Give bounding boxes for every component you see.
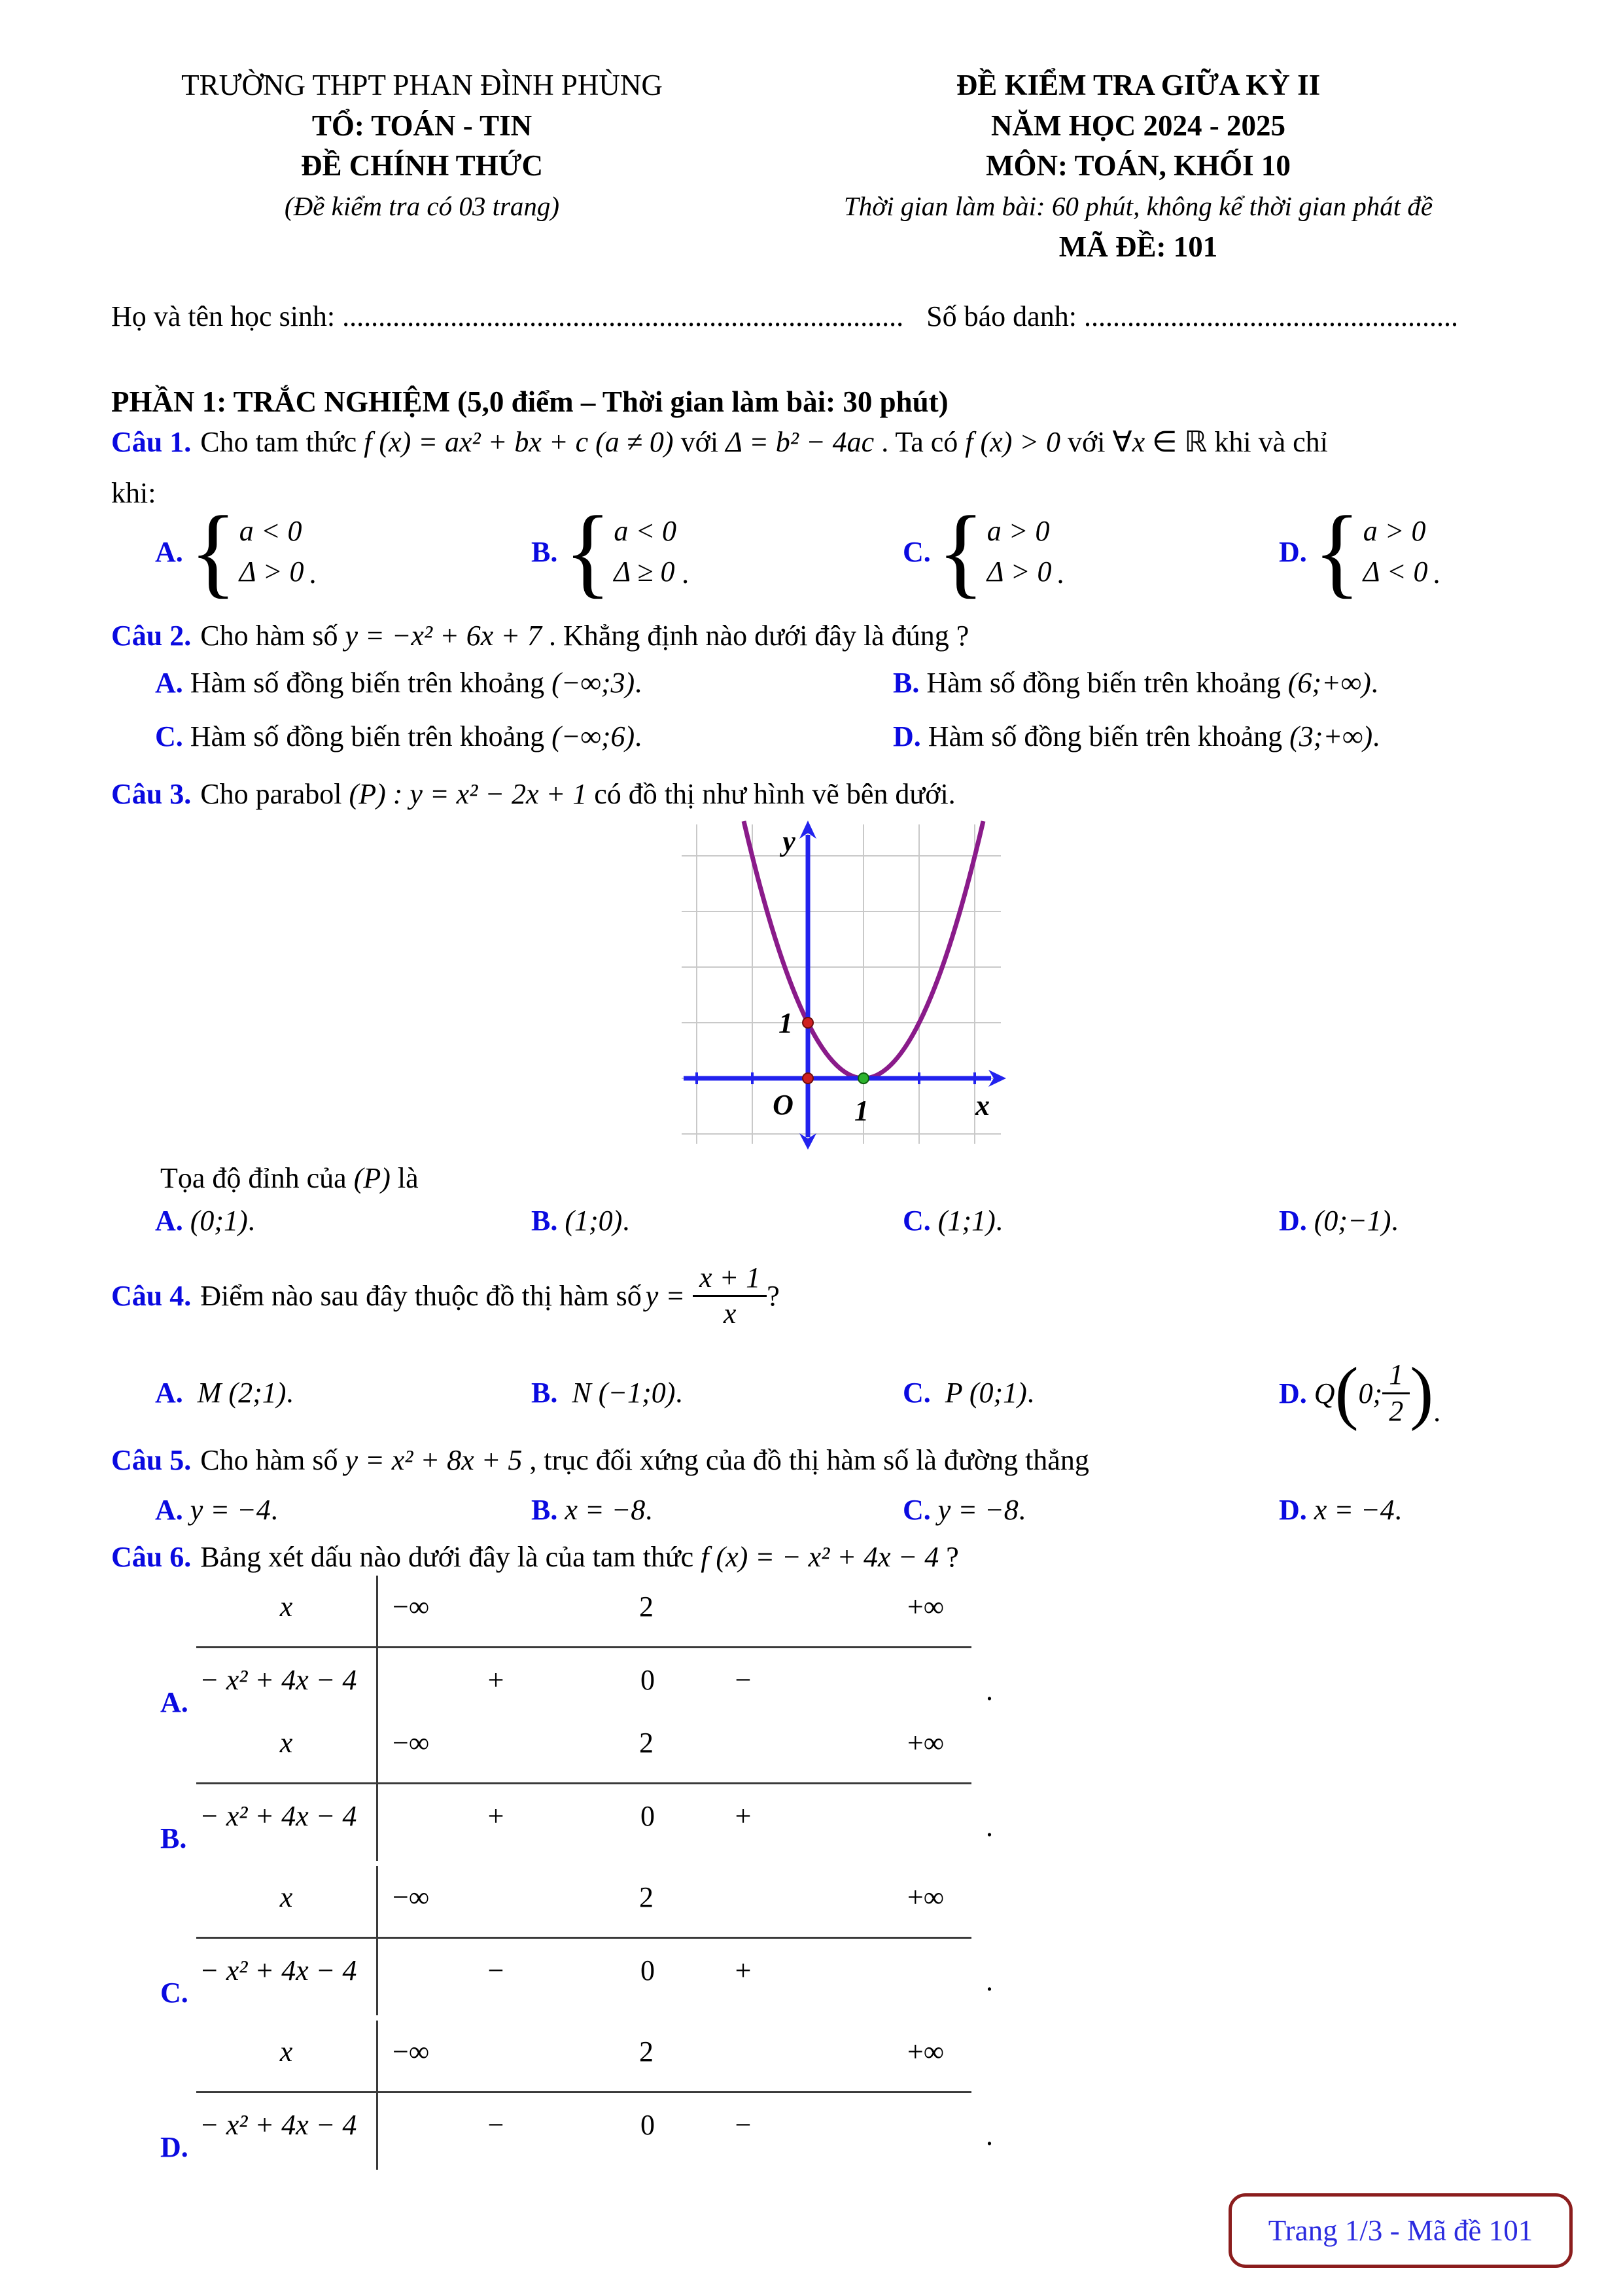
table-var: x bbox=[279, 1591, 293, 1623]
sign-left: − bbox=[487, 1954, 504, 1987]
question-3-option-d bbox=[1279, 1204, 1398, 1237]
option-letter: B. bbox=[531, 535, 558, 568]
exam-code: MÃ ĐỀ: 101 bbox=[1058, 230, 1218, 263]
question-3-label: Câu 3. bbox=[111, 778, 192, 810]
question-4-option-c bbox=[903, 1376, 1034, 1409]
neg-infinity: −∞ bbox=[393, 1727, 430, 1759]
option-text: Hàm số đồng biến trên khoảng bbox=[190, 720, 552, 752]
question-6-option-c-sign-table bbox=[160, 1866, 1024, 2018]
option-letter: C. bbox=[903, 1205, 931, 1237]
text-run: Bảng xét dấu nào dưới đây là của tam thức bbox=[200, 1541, 701, 1573]
math-run: y = x² + 8x + 5 bbox=[345, 1444, 523, 1476]
y-tick-label: 1 bbox=[778, 1007, 793, 1039]
brace-icon: { bbox=[564, 495, 612, 608]
page-number-text: Trang 1/3 - Mã đề 101 bbox=[1268, 2214, 1533, 2247]
option-letter: C. bbox=[903, 1377, 931, 1409]
student-name-label: Họ và tên học sinh: bbox=[111, 300, 343, 332]
neg-infinity: −∞ bbox=[393, 1591, 430, 1623]
period: . bbox=[1433, 1396, 1441, 1428]
period: . bbox=[622, 1205, 630, 1237]
sign-table-header-row bbox=[196, 1871, 971, 1930]
text-run: ? bbox=[767, 1280, 780, 1312]
sign-table-header-row bbox=[196, 1717, 971, 1776]
table-vertical-line bbox=[376, 1866, 378, 2015]
option-math: (6;+∞) bbox=[1287, 667, 1371, 699]
sign-table-value-row bbox=[196, 1945, 971, 2004]
pages-note: (Đề kiểm tra có 03 trang) bbox=[284, 190, 560, 221]
student-id-label: Số báo danh: bbox=[926, 300, 1084, 332]
option-letter: C. bbox=[155, 720, 183, 752]
sign-right: − bbox=[735, 2109, 752, 2141]
question-6-option-d-sign-table bbox=[160, 2021, 1024, 2172]
option-letter: A. bbox=[155, 1205, 183, 1237]
question-2-stem bbox=[111, 619, 1550, 652]
question-5-option-c bbox=[903, 1493, 1026, 1527]
math-run: y = bbox=[645, 1280, 686, 1312]
question-1-label: Câu 1. bbox=[111, 426, 192, 458]
question-5-option-d bbox=[1279, 1493, 1402, 1527]
point-origin bbox=[803, 1073, 813, 1084]
text-run: , trục đối xứng của đồ thị hàm số là đường thẳng bbox=[522, 1444, 1089, 1476]
math-run: y = −x² + 6x + 7 bbox=[345, 620, 542, 652]
parabola-graph-svg bbox=[674, 817, 1007, 1154]
x-tick-label: 1 bbox=[854, 1095, 869, 1127]
sign-zero: 0 bbox=[640, 1954, 655, 1987]
fraction-numerator: x + 1 bbox=[693, 1263, 767, 1297]
question-2-option-a bbox=[155, 666, 642, 699]
option-math: (0;−1) bbox=[1314, 1205, 1391, 1237]
axes bbox=[684, 835, 991, 1137]
question-2-option-c bbox=[155, 720, 642, 753]
option-math-prefix: Q bbox=[1314, 1377, 1335, 1409]
text-run: ? bbox=[939, 1541, 959, 1573]
period: . bbox=[247, 1205, 255, 1237]
question-5-option-a bbox=[155, 1493, 278, 1527]
section-1-title: PHẦN 1: TRẮC NGHIỆM (5,0 điểm – Thời gian làm bài: 30 phút) bbox=[111, 385, 949, 418]
period: . bbox=[1370, 667, 1378, 699]
text-run: khi và chỉ bbox=[1207, 426, 1328, 458]
math-run: ∀x ∈ ℝ bbox=[1112, 426, 1208, 458]
option-letter: D. bbox=[160, 2131, 188, 2163]
option-math: (1;0) bbox=[565, 1205, 623, 1237]
option-math: (−∞;6) bbox=[551, 720, 635, 752]
grid-lines bbox=[682, 824, 1001, 1144]
period: . bbox=[1026, 1377, 1034, 1409]
period: . bbox=[682, 557, 689, 590]
pos-infinity: +∞ bbox=[907, 1727, 945, 1759]
case-line: Δ ≥ 0 bbox=[614, 556, 675, 588]
period: . bbox=[986, 2119, 993, 2151]
brace-icon: { bbox=[1313, 495, 1361, 608]
math-run: f (x) = − x² + 4x − 4 bbox=[701, 1541, 939, 1573]
option-math: y = −4 bbox=[190, 1494, 271, 1526]
case-line: a < 0 bbox=[614, 515, 677, 547]
origin-label: O bbox=[773, 1089, 794, 1121]
fraction-denominator: 2 bbox=[1389, 1394, 1404, 1427]
table-expression: − x² + 4x − 4 bbox=[200, 1664, 357, 1696]
option-math: y = −8 bbox=[937, 1494, 1019, 1526]
question-1-option-d bbox=[1279, 495, 1440, 608]
period: . bbox=[1372, 720, 1380, 752]
pos-infinity: +∞ bbox=[907, 1881, 945, 1913]
period: . bbox=[986, 1674, 993, 1706]
option-letter: B. bbox=[531, 1377, 558, 1409]
question-3-stem bbox=[111, 777, 1550, 811]
period: . bbox=[645, 1494, 653, 1526]
period: . bbox=[286, 1377, 294, 1409]
sign-table-header-row bbox=[196, 1581, 971, 1640]
question-6-stem bbox=[111, 1540, 1550, 1574]
math-run: f (x) > 0 bbox=[965, 426, 1061, 458]
student-name-dotted-line: .............................................................................. bbox=[342, 300, 904, 332]
question-5-label: Câu 5. bbox=[111, 1444, 192, 1476]
root-value: 2 bbox=[639, 1881, 654, 1913]
option-math: (0;1) bbox=[190, 1205, 248, 1237]
subject-grade: MÔN: TOÁN, KHỐI 10 bbox=[986, 149, 1291, 182]
sign-table-header-row bbox=[196, 2026, 971, 2085]
school-year: NĂM HỌC 2024 - 2025 bbox=[991, 109, 1285, 142]
case-line: Δ > 0 bbox=[239, 556, 304, 588]
option-letter: A. bbox=[155, 667, 183, 699]
table-var: x bbox=[279, 1727, 293, 1759]
sign-zero: 0 bbox=[640, 1664, 655, 1696]
table-vertical-line bbox=[376, 2021, 378, 2170]
question-3-option-b bbox=[531, 1204, 629, 1237]
sign-table-value-row bbox=[196, 1654, 971, 1713]
period: . bbox=[1433, 557, 1440, 590]
question-4-option-a bbox=[155, 1376, 293, 1409]
question-6-label: Câu 6. bbox=[111, 1541, 192, 1573]
student-id-dotted-line: .................................................... bbox=[1083, 300, 1458, 332]
brace-icon: { bbox=[937, 495, 985, 608]
root-value: 2 bbox=[639, 1591, 654, 1623]
period: . bbox=[986, 1965, 993, 1997]
option-math: (−∞;3) bbox=[551, 667, 635, 699]
fraction-numerator: 1 bbox=[1382, 1360, 1410, 1394]
sign-table-value-row bbox=[196, 2099, 971, 2158]
question-4-option-b bbox=[531, 1376, 682, 1409]
option-letter: D. bbox=[1279, 1377, 1307, 1409]
option-math: (1;1) bbox=[937, 1205, 996, 1237]
table-var: x bbox=[279, 1881, 293, 1913]
question-4-stem bbox=[111, 1255, 1550, 1337]
y-axis-label: y bbox=[782, 825, 795, 857]
sign-zero: 0 bbox=[640, 1800, 655, 1832]
question-1-stem bbox=[111, 425, 1550, 459]
text-run: . Khẳng định nào dưới đây là đúng ? bbox=[542, 620, 969, 652]
option-text: Hàm số đồng biến trên khoảng bbox=[928, 720, 1290, 752]
option-letter: B. bbox=[160, 1822, 187, 1854]
table-var: x bbox=[279, 2036, 293, 2068]
question-5-option-b bbox=[531, 1493, 652, 1527]
option-letter: D. bbox=[1279, 535, 1307, 568]
question-6-option-b-sign-table bbox=[160, 1712, 1024, 1863]
header-right-block bbox=[752, 69, 1524, 263]
text-run: Cho hàm số bbox=[200, 620, 345, 652]
option-math: (3;+∞) bbox=[1289, 720, 1373, 752]
student-info-line bbox=[111, 300, 1531, 333]
math-run: Δ = b² − 4ac bbox=[725, 426, 875, 458]
table-horizontal-line bbox=[196, 1937, 971, 1939]
option-text: Hàm số đồng biến trên khoảng bbox=[926, 667, 1288, 699]
option-letter: A. bbox=[155, 535, 183, 568]
option-math: M (2;1) bbox=[197, 1377, 287, 1409]
option-letter: D. bbox=[1279, 1494, 1307, 1526]
fraction bbox=[1382, 1360, 1410, 1426]
table-vertical-line bbox=[376, 1712, 378, 1861]
text-run: với bbox=[1060, 426, 1113, 458]
question-4-options-row bbox=[111, 1354, 1550, 1443]
case-line: Δ < 0 bbox=[1363, 556, 1428, 588]
parabola-graph bbox=[674, 817, 1007, 1154]
question-3-subtext bbox=[160, 1161, 419, 1195]
sign-zero: 0 bbox=[640, 2109, 655, 2141]
question-4-option-d bbox=[1279, 1354, 1441, 1432]
x-axis-label: x bbox=[975, 1089, 990, 1122]
period: . bbox=[635, 667, 642, 699]
period: . bbox=[1018, 1494, 1026, 1526]
option-letter: B. bbox=[531, 1205, 558, 1237]
math-run: f (x) = ax² + bx + c (a ≠ 0) bbox=[364, 426, 674, 458]
text-run: . Ta có bbox=[874, 426, 966, 458]
text-run: với bbox=[673, 426, 726, 458]
option-math: P (0;1) bbox=[945, 1377, 1027, 1409]
option-letter: B. bbox=[531, 1494, 558, 1526]
period: . bbox=[270, 1494, 278, 1526]
question-1-stem-wrap: khi: bbox=[111, 477, 156, 509]
question-3-option-a bbox=[155, 1204, 255, 1237]
table-horizontal-line bbox=[196, 1782, 971, 1784]
period: . bbox=[1394, 1494, 1402, 1526]
period: . bbox=[986, 1810, 993, 1843]
sign-left: + bbox=[487, 1664, 504, 1696]
header-left-block bbox=[111, 69, 733, 222]
option-letter: C. bbox=[903, 1494, 931, 1526]
question-4-label: Câu 4. bbox=[111, 1280, 192, 1312]
page-footer-badge bbox=[1229, 2193, 1573, 2268]
text-run: Cho tam thức bbox=[200, 426, 364, 458]
question-2-option-d bbox=[893, 720, 1380, 753]
root-value: 2 bbox=[639, 2036, 654, 2068]
option-math: x = −8 bbox=[565, 1494, 646, 1526]
period: . bbox=[309, 557, 317, 590]
question-2-option-b bbox=[893, 666, 1378, 699]
question-5-stem bbox=[111, 1443, 1550, 1477]
department: TỔ: TOÁN - TIN bbox=[311, 109, 532, 142]
option-letter: C. bbox=[160, 1977, 188, 2009]
question-6-option-a-sign-table bbox=[160, 1576, 1024, 1727]
case-line: a < 0 bbox=[239, 515, 302, 547]
pos-infinity: +∞ bbox=[907, 1591, 945, 1623]
table-expression: − x² + 4x − 4 bbox=[200, 1954, 357, 1987]
text-run: Điểm nào sau đây thuộc đồ thị hàm số bbox=[200, 1280, 642, 1312]
sign-left: + bbox=[487, 1800, 504, 1832]
fraction-denominator: x bbox=[723, 1298, 737, 1330]
text-run: có đồ thị như hình vẽ bên dưới. bbox=[587, 778, 956, 810]
sign-right: + bbox=[735, 1800, 752, 1832]
period: . bbox=[995, 1205, 1003, 1237]
table-vertical-line bbox=[376, 1576, 378, 1725]
option-math: N (−1;0) bbox=[572, 1377, 676, 1409]
period: . bbox=[675, 1377, 683, 1409]
sign-right: − bbox=[735, 1664, 752, 1696]
option-letter: A. bbox=[160, 1686, 188, 1718]
time-note: Thời gian làm bài: 60 phút, không kể thời gian phát đề bbox=[843, 190, 1433, 221]
period: . bbox=[1056, 557, 1064, 590]
text-run: là bbox=[390, 1162, 419, 1194]
pos-infinity: +∞ bbox=[907, 2036, 945, 2068]
point-vertex bbox=[858, 1073, 869, 1084]
question-1-options-row bbox=[111, 495, 1550, 624]
point-y-intercept bbox=[803, 1017, 813, 1028]
math-run: (P) : y = x² − 2x + 1 bbox=[349, 778, 587, 810]
option-letter: A. bbox=[155, 1494, 183, 1526]
option-text: Hàm số đồng biến trên khoảng bbox=[190, 667, 552, 699]
option-letter: A. bbox=[155, 1377, 183, 1409]
option-letter: B. bbox=[893, 667, 920, 699]
table-expression: − x² + 4x − 4 bbox=[200, 1800, 357, 1832]
case-line: a > 0 bbox=[986, 515, 1050, 547]
root-value: 2 bbox=[639, 1727, 654, 1759]
brace-icon: { bbox=[189, 495, 237, 608]
fraction bbox=[693, 1263, 767, 1329]
table-horizontal-line bbox=[196, 2091, 971, 2093]
option-letter: D. bbox=[1279, 1205, 1307, 1237]
neg-infinity: −∞ bbox=[393, 2036, 430, 2068]
official-exam-label: ĐỀ CHÍNH THỨC bbox=[300, 149, 544, 182]
school-name: TRƯỜNG THPT PHAN ĐÌNH PHÙNG bbox=[181, 69, 663, 101]
option-math: x = −4 bbox=[1314, 1494, 1395, 1526]
text-run: Cho parabol bbox=[200, 778, 349, 810]
period: . bbox=[635, 720, 642, 752]
question-1-option-b bbox=[531, 495, 689, 608]
neg-infinity: −∞ bbox=[393, 1881, 430, 1913]
sign-right: + bbox=[735, 1954, 752, 1987]
case-line: Δ > 0 bbox=[986, 556, 1052, 588]
option-letter: D. bbox=[893, 720, 921, 752]
question-3-option-c bbox=[903, 1204, 1003, 1237]
open-paren: ( bbox=[1335, 1354, 1359, 1432]
question-1-option-a bbox=[155, 495, 317, 608]
exam-title: ĐỀ KIỂM TRA GIỮA KỲ II bbox=[956, 69, 1321, 101]
question-2-label: Câu 2. bbox=[111, 620, 192, 652]
sign-left: − bbox=[487, 2109, 504, 2141]
question-1-option-c bbox=[903, 495, 1064, 608]
close-paren: ) bbox=[1410, 1354, 1434, 1432]
period: . bbox=[1391, 1205, 1399, 1237]
table-horizontal-line bbox=[196, 1646, 971, 1648]
case-line: a > 0 bbox=[1363, 515, 1426, 547]
text-run: Cho hàm số bbox=[200, 1444, 345, 1476]
table-expression: − x² + 4x − 4 bbox=[200, 2109, 357, 2141]
text-run: Tọa độ đỉnh của bbox=[160, 1162, 354, 1194]
option-letter: C. bbox=[903, 535, 931, 568]
option-math-inner: 0; bbox=[1358, 1377, 1383, 1409]
math-run: (P) bbox=[353, 1162, 391, 1194]
sign-table-value-row bbox=[196, 1790, 971, 1849]
